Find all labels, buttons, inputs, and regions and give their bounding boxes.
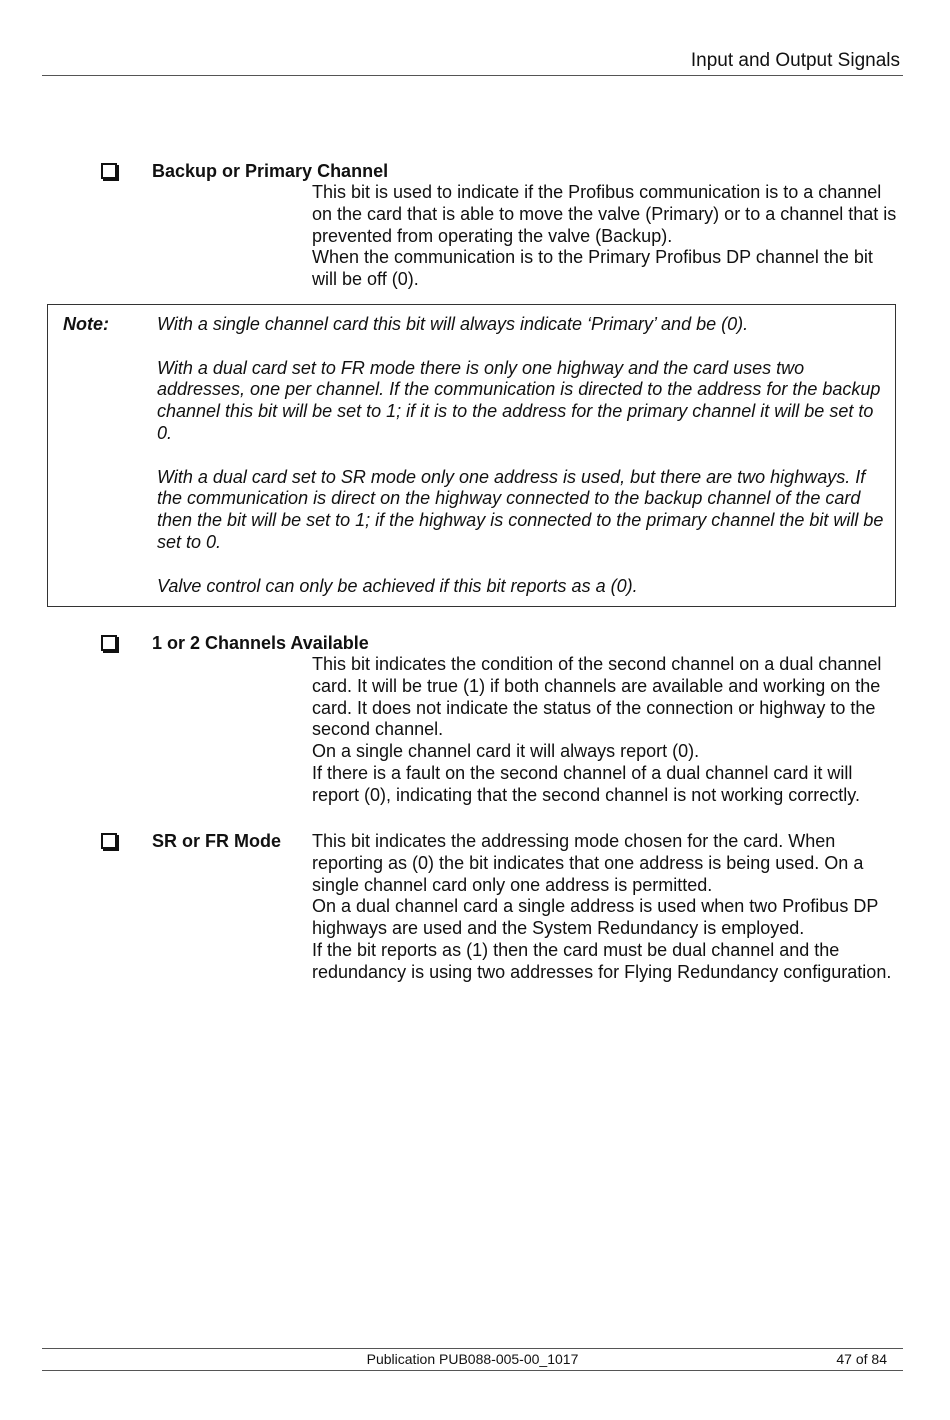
checkbox-bullet-icon	[101, 163, 117, 179]
header-divider	[42, 75, 903, 76]
bit-item-description	[312, 654, 897, 807]
description-paragraph: This bit is used to indicate if the Profibus communication is to a channel on the card that is able to move the valve (Primary) or to a channel that is prevented from operating the valve (Backup).	[312, 182, 897, 246]
note-body	[157, 314, 889, 597]
bit-item-title: SR or FR Mode	[152, 831, 281, 851]
description-paragraph: If the bit reports as (1) then the card must be dual channel and the redundancy is using two addresses for Flying Redundancy configuration.	[312, 939, 892, 982]
footer-publication: Publication PUB088-005-00_1017	[366, 1351, 579, 1367]
header-title: Input and Output Signals	[690, 50, 900, 71]
description-paragraph: If there is a fault on the second channel of a dual channel card it will report (0), indicating that the second channel is not working correctly.	[312, 762, 860, 805]
description-paragraph: On a dual channel card a single address is used when two Profibus DP highways are used and the System Redundancy is employed.	[312, 896, 878, 939]
description-paragraph: This bit indicates the condition of the second channel on a dual channel card. It will be true (1) if both channels are available and working on the card. It does not indicate the status of the connection or highway to the second channel.	[312, 654, 882, 740]
footer-divider-bottom	[42, 1370, 903, 1371]
note-paragraph: Valve control can only be achieved if this bit reports as a (0).	[157, 575, 638, 596]
checkbox-bullet-icon	[101, 635, 117, 651]
bit-item-title: Backup or Primary Channel	[152, 161, 389, 181]
description-paragraph: When the communication is to the Primary Profibus DP channel the bit will be off (0).	[312, 247, 873, 290]
note-label: Note:	[63, 314, 109, 334]
bit-item-title: 1 or 2 Channels Available	[152, 633, 369, 653]
bit-item-description	[312, 831, 897, 984]
note-paragraph: With a single channel card this bit will always indicate ‘Primary’ and be (0).	[157, 314, 749, 334]
footer-divider-top	[42, 1348, 903, 1349]
description-paragraph: On a single channel card it will always report (0).	[312, 741, 700, 762]
note-paragraph: With a dual card set to SR mode only one address is used, but there are two highways. If the communication is direct on the highway connected to the backup channel of the card then the bit will be set to 1; if the highway is connected to the primary channel the bit will be set to 0.	[157, 466, 884, 552]
description-paragraph: This bit indicates the addressing mode chosen for the card. When reporting as (0) the bit indicates that one address is being used. On a single channel card only one address is permitted.	[312, 831, 864, 895]
bit-item-description	[312, 182, 897, 291]
checkbox-bullet-icon	[101, 833, 117, 849]
note-paragraph: With a dual card set to FR mode there is only one highway and the card uses two addresses, one per channel. If the communication is directed to the address for the backup channel this bit will be set to 1; if it is to the address for the primary channel it will be set to 0.	[157, 357, 881, 443]
note-box	[47, 304, 896, 607]
footer-page-number: 47 of 84	[836, 1351, 887, 1367]
